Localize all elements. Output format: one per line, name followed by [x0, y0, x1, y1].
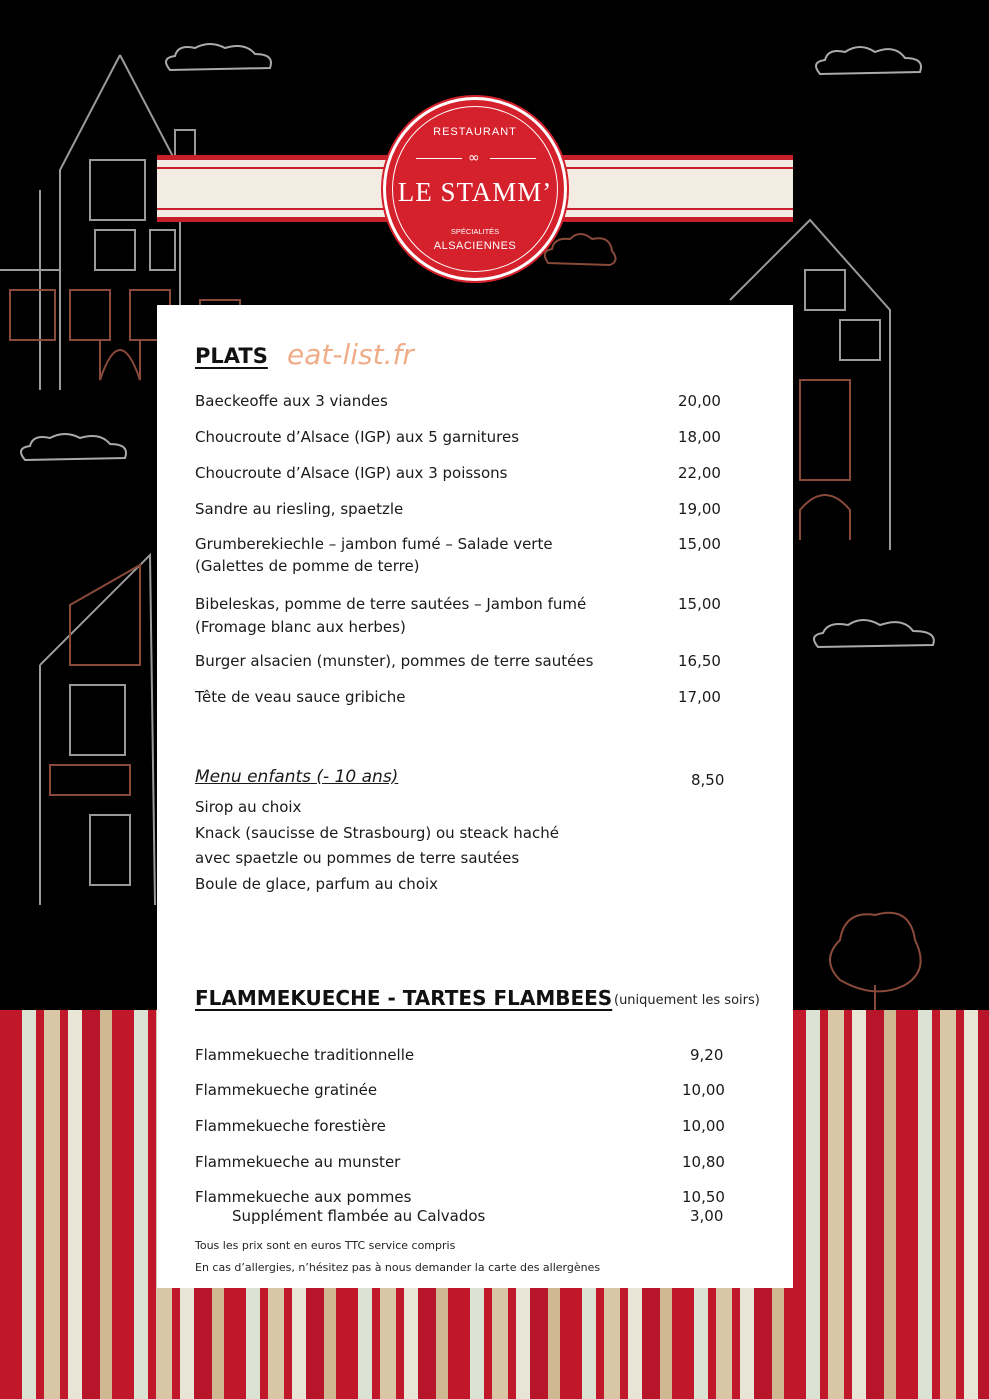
pretzel-icon: ∞: [468, 150, 480, 166]
kids-menu-line: Knack (saucisse de Strasbourg) ou steack haché: [195, 824, 559, 842]
item-price: 19,00: [678, 500, 721, 518]
supplement-item: Supplément flambée au Calvados: [232, 1207, 486, 1225]
restaurant-logo: [383, 97, 567, 281]
item-price: 17,00: [678, 688, 721, 706]
menu-item: Flammekueche traditionnelle: [195, 1046, 415, 1064]
item-price: 10,00: [682, 1081, 725, 1099]
menu-item: Flammekueche aux pommes: [195, 1188, 412, 1206]
plats-heading: PLATS: [195, 344, 268, 368]
item-price: 15,00: [678, 535, 721, 553]
item-price: 9,20: [690, 1046, 724, 1064]
watermark: eat-list.fr: [287, 338, 414, 371]
menu-item: Flammekueche gratinée: [195, 1081, 378, 1099]
house-sketch-left-bottom: [30, 545, 160, 915]
menu-item: Sandre au riesling, spaetzle: [195, 500, 404, 518]
menu-item: Bibeleskas, pomme de terre sautées – Jambon fumé: [195, 595, 587, 613]
flammekueche-heading: FLAMMEKUECHE - TARTES FLAMBEES: [195, 986, 613, 1010]
item-price: 22,00: [678, 464, 721, 482]
logo-top-text: RESTAURANT: [433, 126, 517, 138]
footer-prices-note: Tous les prix sont en euros TTC service compris: [195, 1239, 456, 1252]
menu-item: Choucroute d’Alsace (IGP) aux 5 garnitures: [195, 428, 520, 446]
logo-name: LE STAMM’: [397, 177, 553, 207]
evening-only-note: (uniquement les soirs): [614, 993, 760, 1008]
cloud-sketch: [15, 430, 135, 470]
item-price: 20,00: [678, 392, 721, 410]
menu-item: Grumberekiechle – jambon fumé – Salade verte: [195, 535, 553, 553]
menu-item-detail: (Fromage blanc aux herbes): [195, 618, 406, 636]
item-price: 18,00: [678, 428, 721, 446]
logo-sub1: SPÉCIALITÉS: [450, 227, 500, 236]
menu-item-detail: (Galettes de pomme de terre): [195, 557, 420, 575]
item-price: 10,80: [682, 1153, 725, 1171]
menu-item: Flammekueche au munster: [195, 1153, 401, 1171]
logo-sub2: ALSACIENNES: [433, 240, 517, 252]
item-price: 10,50: [682, 1188, 725, 1206]
item-price: 10,00: [682, 1117, 725, 1135]
tree-sketch: [820, 900, 930, 1010]
cloud-sketch: [810, 42, 930, 87]
item-price: 15,00: [678, 595, 721, 613]
item-price: 16,50: [678, 652, 721, 670]
cloud-sketch: [160, 40, 280, 80]
kids-menu-line: avec spaetzle ou pommes de terre sautées: [195, 849, 520, 867]
kids-menu-line: Boule de glace, parfum au choix: [195, 875, 439, 893]
menu-item: Choucroute d’Alsace (IGP) aux 3 poissons: [195, 464, 508, 482]
kids-menu-title: Menu enfants (- 10 ans): [195, 767, 399, 787]
menu-item: Burger alsacien (munster), pommes de terre sautées: [195, 652, 594, 670]
menu-item: Tête de veau sauce gribiche: [195, 688, 406, 706]
kids-menu-line: Sirop au choix: [195, 798, 302, 816]
menu-item: Flammekueche forestière: [195, 1117, 386, 1135]
cloud-sketch: [808, 615, 943, 660]
footer-allergy-note: En cas d’allergies, n’hésitez pas à nous demander la carte des allergènes: [195, 1261, 601, 1274]
kids-menu-price: 8,50: [691, 771, 725, 789]
menu-item: Baeckeoffe aux 3 viandes: [195, 392, 388, 410]
supplement-price: 3,00: [690, 1207, 724, 1225]
